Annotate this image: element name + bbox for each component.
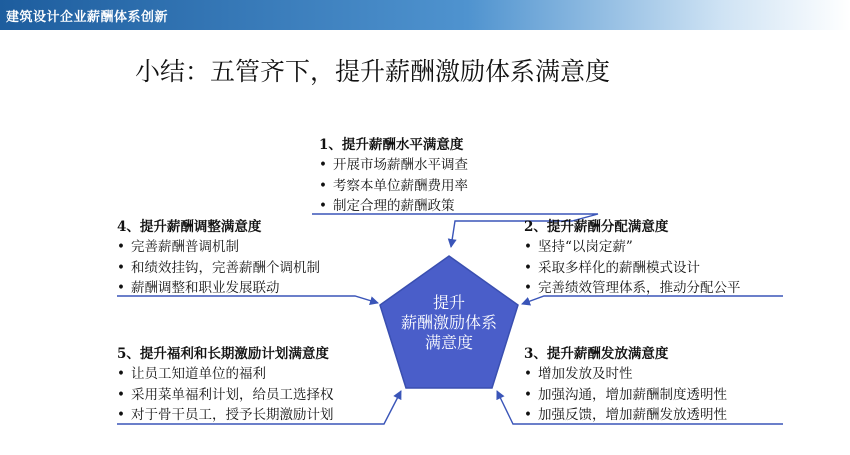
block-salary-level: [319, 136, 468, 217]
list-item: • 考察本单位薪酬费用率: [319, 176, 468, 197]
block-title: 4、提升薪酬调整满意度: [117, 219, 262, 235]
center-label: [385, 293, 513, 353]
list-item: • 薪酬调整和职业发展联动: [117, 278, 320, 299]
list-item: • 完善绩效管理体系，推动分配公平: [524, 278, 740, 299]
block-title: 2、提升薪酬分配满意度: [524, 219, 669, 235]
list-item: • 采用菜单福利计划，给员工选择权: [117, 385, 333, 406]
list-item: • 对于骨干员工，授予长期激励计划: [117, 405, 333, 426]
list-item: • 完善薪酬普调机制: [117, 237, 320, 258]
list-item: • 采取多样化的薪酬模式设计: [524, 258, 740, 279]
block-benefits-incentives: [117, 345, 333, 426]
block-salary-payment: [524, 345, 727, 426]
list-item: • 增加发放及时性: [524, 364, 727, 385]
block-title: 1、提升薪酬水平满意度: [319, 137, 464, 153]
block-salary-adjustment: [117, 218, 320, 299]
center-line-1: 提升: [432, 293, 465, 312]
list-item: • 加强沟通，增加薪酬制度透明性: [524, 385, 727, 406]
block-salary-distribution: [524, 218, 740, 299]
center-line-2: 薪酬激励体系: [400, 313, 497, 332]
block-title: 5、提升福利和长期激励计划满意度: [117, 346, 329, 362]
list-item: • 开展市场薪酬水平调查: [319, 155, 468, 176]
list-item: • 让员工知道单位的福利: [117, 364, 333, 385]
page-title: 小结：五管齐下，提升薪酬激励体系满意度: [135, 57, 611, 86]
center-line-3: 满意度: [424, 333, 473, 352]
list-item: • 加强反馈，增加薪酬发放透明性: [524, 405, 727, 426]
block-title: 3、提升薪酬发放满意度: [524, 346, 669, 362]
list-item: • 制定合理的薪酬政策: [319, 196, 468, 217]
list-item: • 坚持“以岗定薪”: [524, 237, 740, 258]
header-title: 建筑设计企业薪酬体系创新: [6, 10, 169, 25]
list-item: • 和绩效挂钩，完善薪酬个调机制: [117, 258, 320, 279]
